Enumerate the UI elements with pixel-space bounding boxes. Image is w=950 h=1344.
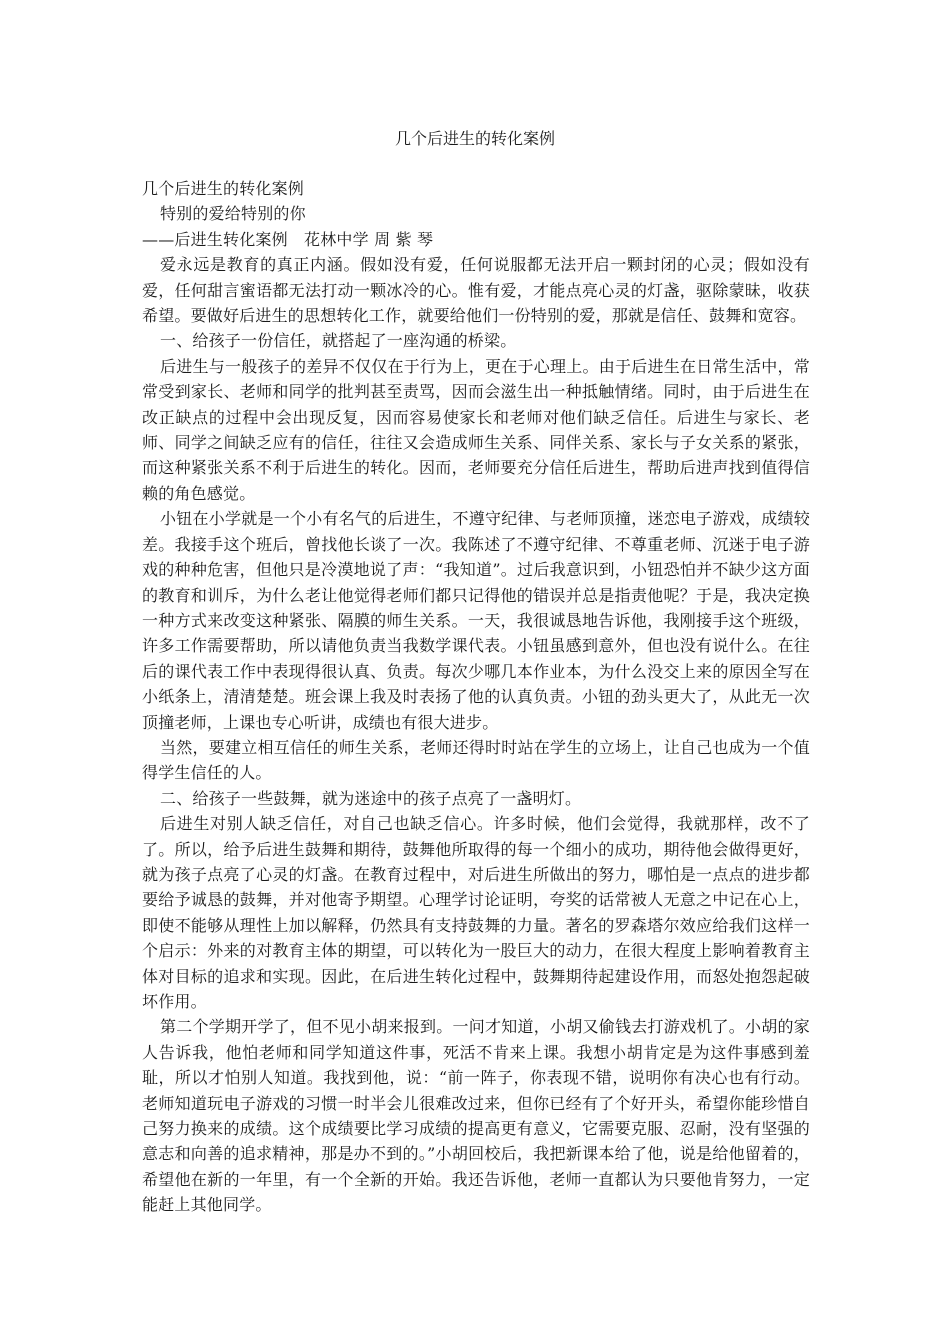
paragraph: 后进生与一般孩子的差异不仅仅在于行为上，更在于心理上。由于后进生在日常生活中，常常受到家长、老师和同学的批判甚至责骂，因而会滋生出一种抵触情绪。同时，由于后进生在改正缺点的过程中会出现反复，因而容易使家长和老师对他们缺乏信任。后进生与家长、老师、同学之间缺乏应有的信任，往往又会造成师生关系、同伴关系、家长与子女关系的紧张，而这种紧张关系不利于后进生的转化。因而，老师要充分信任后进生，帮助后进声找到值得信赖的角色感觉。	[142, 356, 810, 503]
document-heading: 几个后进生的转化案例	[142, 179, 305, 198]
paragraph: 后进生对别人缺乏信任，对自己也缺乏信心。许多时候，他们会觉得，我就那样，改不了了。所以，给予后进生鼓舞和期待，鼓舞他所取得的每一个细小的成功，期待他会做得更好，就为孩子点亮了心灵的灯盏。在教育过程中，对后进生所做出的努力，哪怕是一点点的进步都要给予诚恳的鼓舞，并对他寄予期望。心理学讨论证明，夸奖的话常被人无意之中记在心上，即使不能够从理性上加以解释，仍然具有支持鼓舞的力量。著名的罗森塔尔效应给我们这样一个启示：外来的对教育主体的期望，可以转化为一股巨大的动力，在很大程度上影响着教育主体对目标的追求和实现。因此，在后进生转化过程中，鼓舞期待起建设作用，而怒处抱怨起破坏作用。	[142, 814, 810, 1011]
document-byline: ——后进生转化案例 花林中学 周 紫 琴	[142, 229, 434, 249]
document-subtitle: 特别的爱给特别的你	[160, 204, 306, 224]
paragraph: 第二个学期开学了，但不见小胡来报到。一问才知道，小胡又偷钱去打游戏机了。小胡的家人告诉我，他怕老师和同学知道这件事，死活不肯来上课。我想小胡肯定是为这件事感到羞耻，所以才怕别人知道。我找到他，说：“前一阵子，你表现不错，说明你有决心也有行动。老师知道玩电子游戏的习惯一时半会儿很难改过来，但你已经有了个好开头，希望你能珍惜自己努力换来的成绩。这个成绩要比学习成绩的提高更有意义，它需要克服、忍耐，没有坚强的意志和向善的追求精神，那是办不到的。”小胡回校后，我把新课本给了他，说是给他留着的，希望他在新的一年里，有一个全新的开始。我还告诉他，老师一直都认为只要他肯努力，一定能赶上其他同学。	[142, 1017, 810, 1215]
section-heading: 二、给孩子一些鼓舞，就为迷途中的孩子点亮了一盏明灯。	[160, 788, 582, 808]
paragraph: 当然，要建立相互信任的师生关系，老师还得时时站在学生的立场上，让自己也成为一个值得学生信任的人。	[142, 737, 810, 783]
paragraph: 爱永远是教育的真正内涵。假如没有爱，任何说服都无法开启一颗封闭的心灵；假如没有爱，任何甜言蜜语都无法打动一颗冰冷的心。惟有爱，才能点亮心灵的灯盏，驱除蒙昧，收获希望。要做好后进生的思想转化工作，就要给他们一份特别的爱，那就是信任、鼓舞和宽容。	[142, 255, 810, 326]
section-heading: 一、给孩子一份信任，就搭起了一座沟通的桥梁。	[160, 331, 517, 351]
document-body	[142, 176, 810, 1218]
document-title: 几个后进生的转化案例	[394, 129, 555, 148]
paragraph: 小钮在小学就是一个小有名气的后进生，不遵守纪律、与老师顶撞，迷恋电子游戏，成绩较差。我接手这个班后，曾找他长谈了一次。我陈述了不遵守纪律、不尊重老师、沉迷于电子游戏的种种危害，但他只是冷漠地说了声：“我知道”。过后我意识到，小钮恐怕并不缺少这方面的教育和训斥，为什么老让他觉得老师们都只记得他的错误并总是指责他呢？于是，我决定换一种方式来改变这种紧张、隔膜的师生关系。一天，我很诚恳地告诉他，我刚接手这个班级，许多工作需要帮助，所以请他负责当我数学课代表。小钮虽感到意外，但也没有说什么。在往后的课代表工作中表现得很认真、负责。每次少哪几本作业本，为什么没交上来的原因全写在小纸条上，清清楚楚。班会课上我及时表扬了他的认真负责。小钮的劲头更大了，从此无一次顶撞老师，上课也专心听讲，成绩也有很大进步。	[142, 509, 810, 732]
